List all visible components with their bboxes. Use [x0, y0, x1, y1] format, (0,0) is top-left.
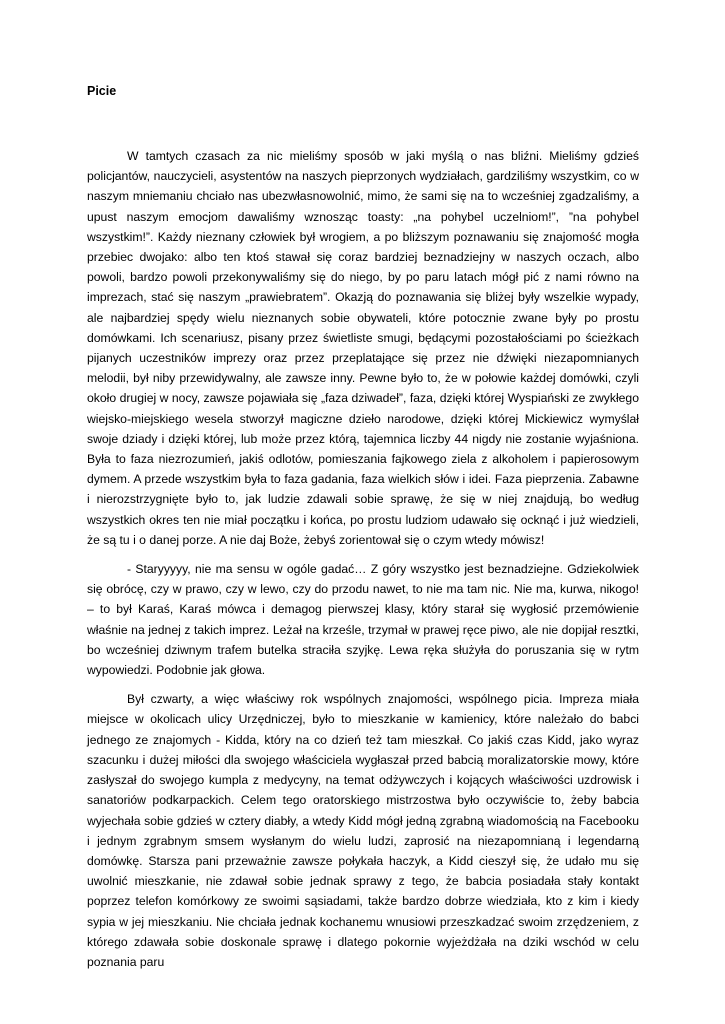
paragraph-3: Był czwarty, a więc właściwy rok wspólnych znajomości, wspólnego picia. Impreza miała miejsce w okolicach ulicy Urzędniczej, było to mieszkanie w kamienicy, które należało do babci jednego ze znajomych - Kidda, który na co dzień też tam mieszkał. Co jakiś czas Kidd, jako wyraz szacunku i dużej miłości dla swojego właściciela wygłaszał przed babcią moralizatorskie mowy, które zasłyszał do swojego kumpla z medycyny, na temat odżywczych i kojących właściwości uzdrowisk i sanatoriów podkarpackich. Celem tego oratorskiego mistrzostwa było oczywiście to, żeby babcia wyjechała sobie gdzieś w cztery diabły, a wtedy Kidd mógł jedną zgrabną wiadomością na Facebooku i jednym zgrabnym smsem wysłanym do wielu ludzi, zaprosić na niezapomnianą i legendarną domówkę. Starsza pani przeważnie zawsze połykała haczyk, a Kidd cieszył się, że udało mu się uwolnić mieszkanie, nie zdawał sobie jednak sprawy z tego, że babcia posiadała stały kontakt poprzez telefon komórkowy ze swoimi sąsiadami, także bardzo dobrze wiedziała, kto z kim i kiedy sypia w jej mieszkaniu. Nie chciała jednak kochanemu wnusiowi przeszkadzać swoim zrzędzeniem, z którego zdawała sobie doskonale sprawę i dlatego pokornie wyjeżdżała na dziki wschód w celu poznania paru	[87, 692, 639, 969]
document-body	[87, 146, 639, 981]
paragraph-1: W tamtych czasach za nic mieliśmy sposób w jaki myślą o nas bliźni. Mieliśmy gdzieś policjantów, nauczycieli, asystentów na naszych pieprzonych wydziałach, gardziliśmy wszystkim, co w naszym mniemaniu chciało nas ubezwłasnowolnić, mimo, że sami się na to wcześniej zgadzaliśmy, a upust naszym emocjom dawaliśmy wznosząc toasty: „na pohybel uczelniom!”, ”na pohybel wszystkim!”. Każdy nieznany człowiek był wrogiem, a po bliższym poznawaniu się znajomość mogła przebiec dwojako: albo ten ktoś stawał się coraz bardziej beznadziejny w naszych oczach, albo powoli, bardzo powoli przekonywaliśmy się do niego, by po paru latach mógł pić z nami równo na imprezach, stać się naszym „prawiebratem”. Okazją do poznawania się bliżej były wszelkie wypady, ale najbardziej spędy wielu nieznanych sobie obywateli, które potocznie zwane były po prostu domówkami. Ich scenariusz, pisany przez świetliste smugi, będącymi pozostałościami po ścieżkach pijanych uczestników imprezy oraz przez przeplatające się przez nie dźwięki niezapomnianych melodii, był niby przewidywalny, ale zawsze inny. Pewne było to, że w połowie każdej domówki, czyli około drugiej w nocy, zawsze pojawiała się „faza dziwadeł”, faza, dzięki której Wyspiański ze zwykłego wiejsko-miejskiego wesela stworzył magiczne dzieło narodowe, dzięki której Mickiewicz wymyślał swoje dziady i dzięki której, lub może przez którą, tajemnica liczby 44 nigdy nie zostanie wyjaśniona. Była to faza niezrozumień, jakiś odlotów, pomieszania fajkowego ziela z alkoholem i papierosowym dymem. A przede wszystkim była to faza gadania, faza wielkich słów i idei. Faza pieprzenia. Zabawne i nierozstrzygnięte było to, jak ludzie zdawali sobie sprawę, że się w niej znajdują, bo według wszystkich okres ten nie miał początku i końca, po prostu ludziom udawało się ocknąć i już wiedzieli, że są tu i o danej porze. A nie daj Boże, żebyś zorientował się o czym wtedy mówisz!	[87, 149, 639, 547]
document-title: Picie	[87, 84, 117, 98]
paragraph-2: - Staryyyyy, nie ma sensu w ogóle gadać… Z góry wszystko jest beznadziejne. Gdziekolwiek się obrócę, czy w prawo, czy w lewo, czy do przodu nawet, to nie ma tam nic. Nie ma, kurwa, nikogo! – to był Karaś, Karaś mówca i demagog pierwszej klasy, który starał się wygłosić przemówienie właśnie na jednej z takich imprez. Leżał na krześle, trzymał w prawej ręce piwo, ale nie dopijał resztki, bo wcześniej dziwnym trafem butelka straciła szyjkę. Lewa ręka służyła do poruszania się w rytm wypowiedzi. Podobnie jak głowa.	[87, 562, 639, 678]
